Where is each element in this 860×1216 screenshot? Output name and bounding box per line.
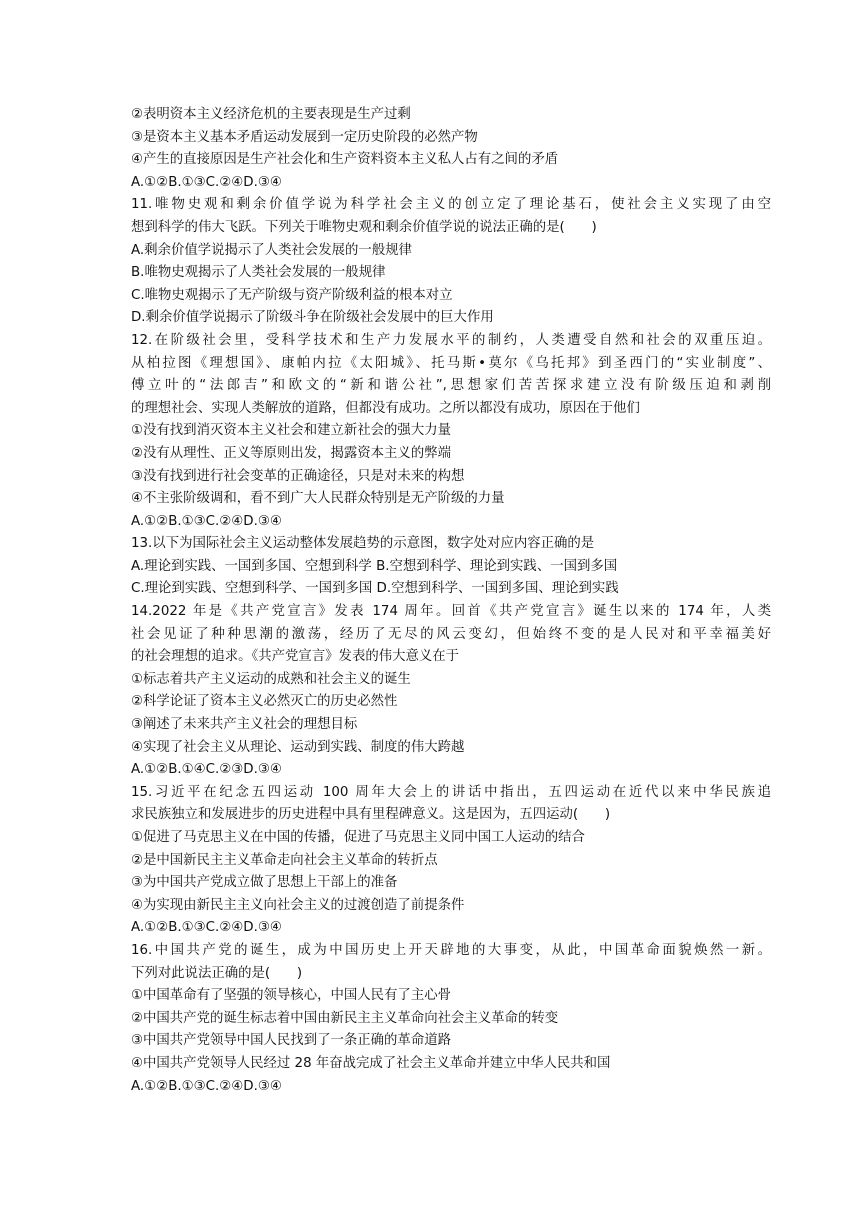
answer-options-line: A.①②B.①③C.②④D.③④ [131,920,282,936]
option-line: B.唯物史观揭示了人类社会发展的一般规律 [131,265,386,281]
question-stem-line: 的社会理想的追求。《共产党宣言》发表的伟大意义在于 [131,649,460,665]
option-line: ④不主张阶级调和，看不到广大人民群众特别是无产阶级的力量 [131,491,505,507]
answer-options-line: A.①②B.①③C.②④D.③④ [131,174,282,190]
option-line: C.理论到实践、空想到科学、一国到多国 D.空想到科学、一国到多国、理论到实践 [131,581,619,597]
question-block [131,601,771,782]
question-stem-line: 12.在阶级社会里，受科学技术和生产力发展水平的制约，人类遭受自然和社会的双重压迫。 [131,332,771,348]
question-stem-line: 从柏拉图《理想国》、康帕内拉《太阳城》、托马斯•莫尔《乌托邦》到圣西门的“实业制度”、 [131,355,771,371]
statement-line: ④产生的直接原因是生产社会化和生产资料资本主义私人占有之间的矛盾 [131,152,559,168]
document-page [131,104,771,1098]
option-line: ④为实现由新民主主义向社会主义的过渡创造了前提条件 [131,897,465,913]
option-line: ①中国革命有了坚强的领导核心，中国人民有了主心骨 [131,988,451,1004]
option-line: ②没有从理性、正义等原则出发，揭露资本主义的弊端 [131,445,451,461]
question-stem-line: 11.唯物史观和剩余价值学说为科学社会主义的创立定了理论基石，使社会主义实现了由空 [131,197,771,213]
option-line: D.剩余价值学说揭示了阶级斗争在阶级社会发展中的巨大作用 [131,310,494,326]
option-line: ③阐述了未来共产主义社会的理想目标 [131,717,358,733]
question-block [131,782,771,940]
option-line: ②中国共产党的诞生标志着中国由新民主主义革命向社会主义革命的转变 [131,1010,559,1026]
option-line: ④中国共产党领导人民经过 28 年奋战完成了社会主义革命并建立中华人民共和国 [131,1055,611,1071]
question-stem-line: 下列对此说法正确的是( ) [131,965,303,981]
question-stem-line: 想到科学的伟大飞跃。下列关于唯物史观和剩余价值学说的说法正确的是( ) [131,219,597,235]
question-block [131,330,771,533]
question-block [131,194,771,330]
option-line: A.理论到实践、一国到多国、空想到科学 B.空想到科学、理论到实践、一国到多国 [131,558,618,574]
question-stem-line: 16.中国共产党的诞生，成为中国历史上开天辟地的大事变，从此，中国革命面貌焕然一新。 [131,942,771,958]
question-stem-line: 13.以下为国际社会主义运动整体发展趋势的示意图，数字处对应内容正确的是 [131,536,595,552]
option-line: ①没有找到消灭资本主义社会和建立新社会的强大力量 [131,423,451,439]
option-line: ③为中国共产党成立做了思想上干部上的准备 [131,875,398,891]
question-stem-line: 的理想社会、实现人类解放的道路，但都没有成功。之所以都没有成功，原因在于他们 [131,400,640,416]
option-line: ②科学论证了资本主义必然灭亡的历史必然性 [131,694,398,710]
answer-options-line: A.①②B.①③C.②④D.③④ [131,1078,282,1094]
question-block [131,533,771,601]
statement-line: ③是资本主义基本矛盾运动发展到一定历史阶段的必然产物 [131,129,478,145]
statement-line: ②表明资本主义经济危机的主要表现是生产过剩 [131,107,411,122]
carryover-question [131,104,771,194]
option-line: C.唯物史观揭示了无产阶级与资产阶级利益的根本对立 [131,287,453,303]
question-block [131,940,771,1098]
option-line: ①标志着共产主义运动的成熟和社会主义的诞生 [131,671,411,687]
answer-options-line: A.①②B.①③C.②④D.③④ [131,513,282,529]
question-stem-line: 15.习近平在纪念五四运动 100 周年大会上的讲话中指出，五四运动在近代以来中华民族追 [131,784,771,800]
option-line: ③中国共产党领导中国人民找到了一条正确的革命道路 [131,1033,451,1049]
option-line: A.剩余价值学说揭示了人类社会发展的一般规律 [131,242,412,258]
option-line: ②是中国新民主主义革命走向社会主义革命的转折点 [131,852,438,868]
answer-options-line: A.①②B.①④C.②③D.③④ [131,762,282,778]
question-stem-line: 14.2022 年是《共产党宣言》发表 174 周年。回首《共产党宣言》诞生以来的 174 年，人类 [131,604,771,620]
question-stem-line: 社会见证了种种思潮的激荡，经历了无尽的风云变幻，但始终不变的是人民对和平幸福美好 [131,626,771,642]
question-list [131,194,771,1098]
option-line: ④实现了社会主义从理论、运动到实践、制度的伟大跨越 [131,739,465,755]
question-stem-line: 求民族独立和发展进步的历史进程中具有里程碑意义。这是因为，五四运动( ) [131,807,611,823]
question-stem-line: 傅立叶的“法郎吉”和欧文的“新和谐公社”,思想家们苦苦探求建立没有阶级压迫和剥削 [131,378,771,394]
option-line: ①促进了马克思主义在中国的传播，促进了马克思主义同中国工人运动的结合 [131,830,585,845]
option-line: ③没有找到进行社会变革的正确途径，只是对未来的构想 [131,468,465,484]
